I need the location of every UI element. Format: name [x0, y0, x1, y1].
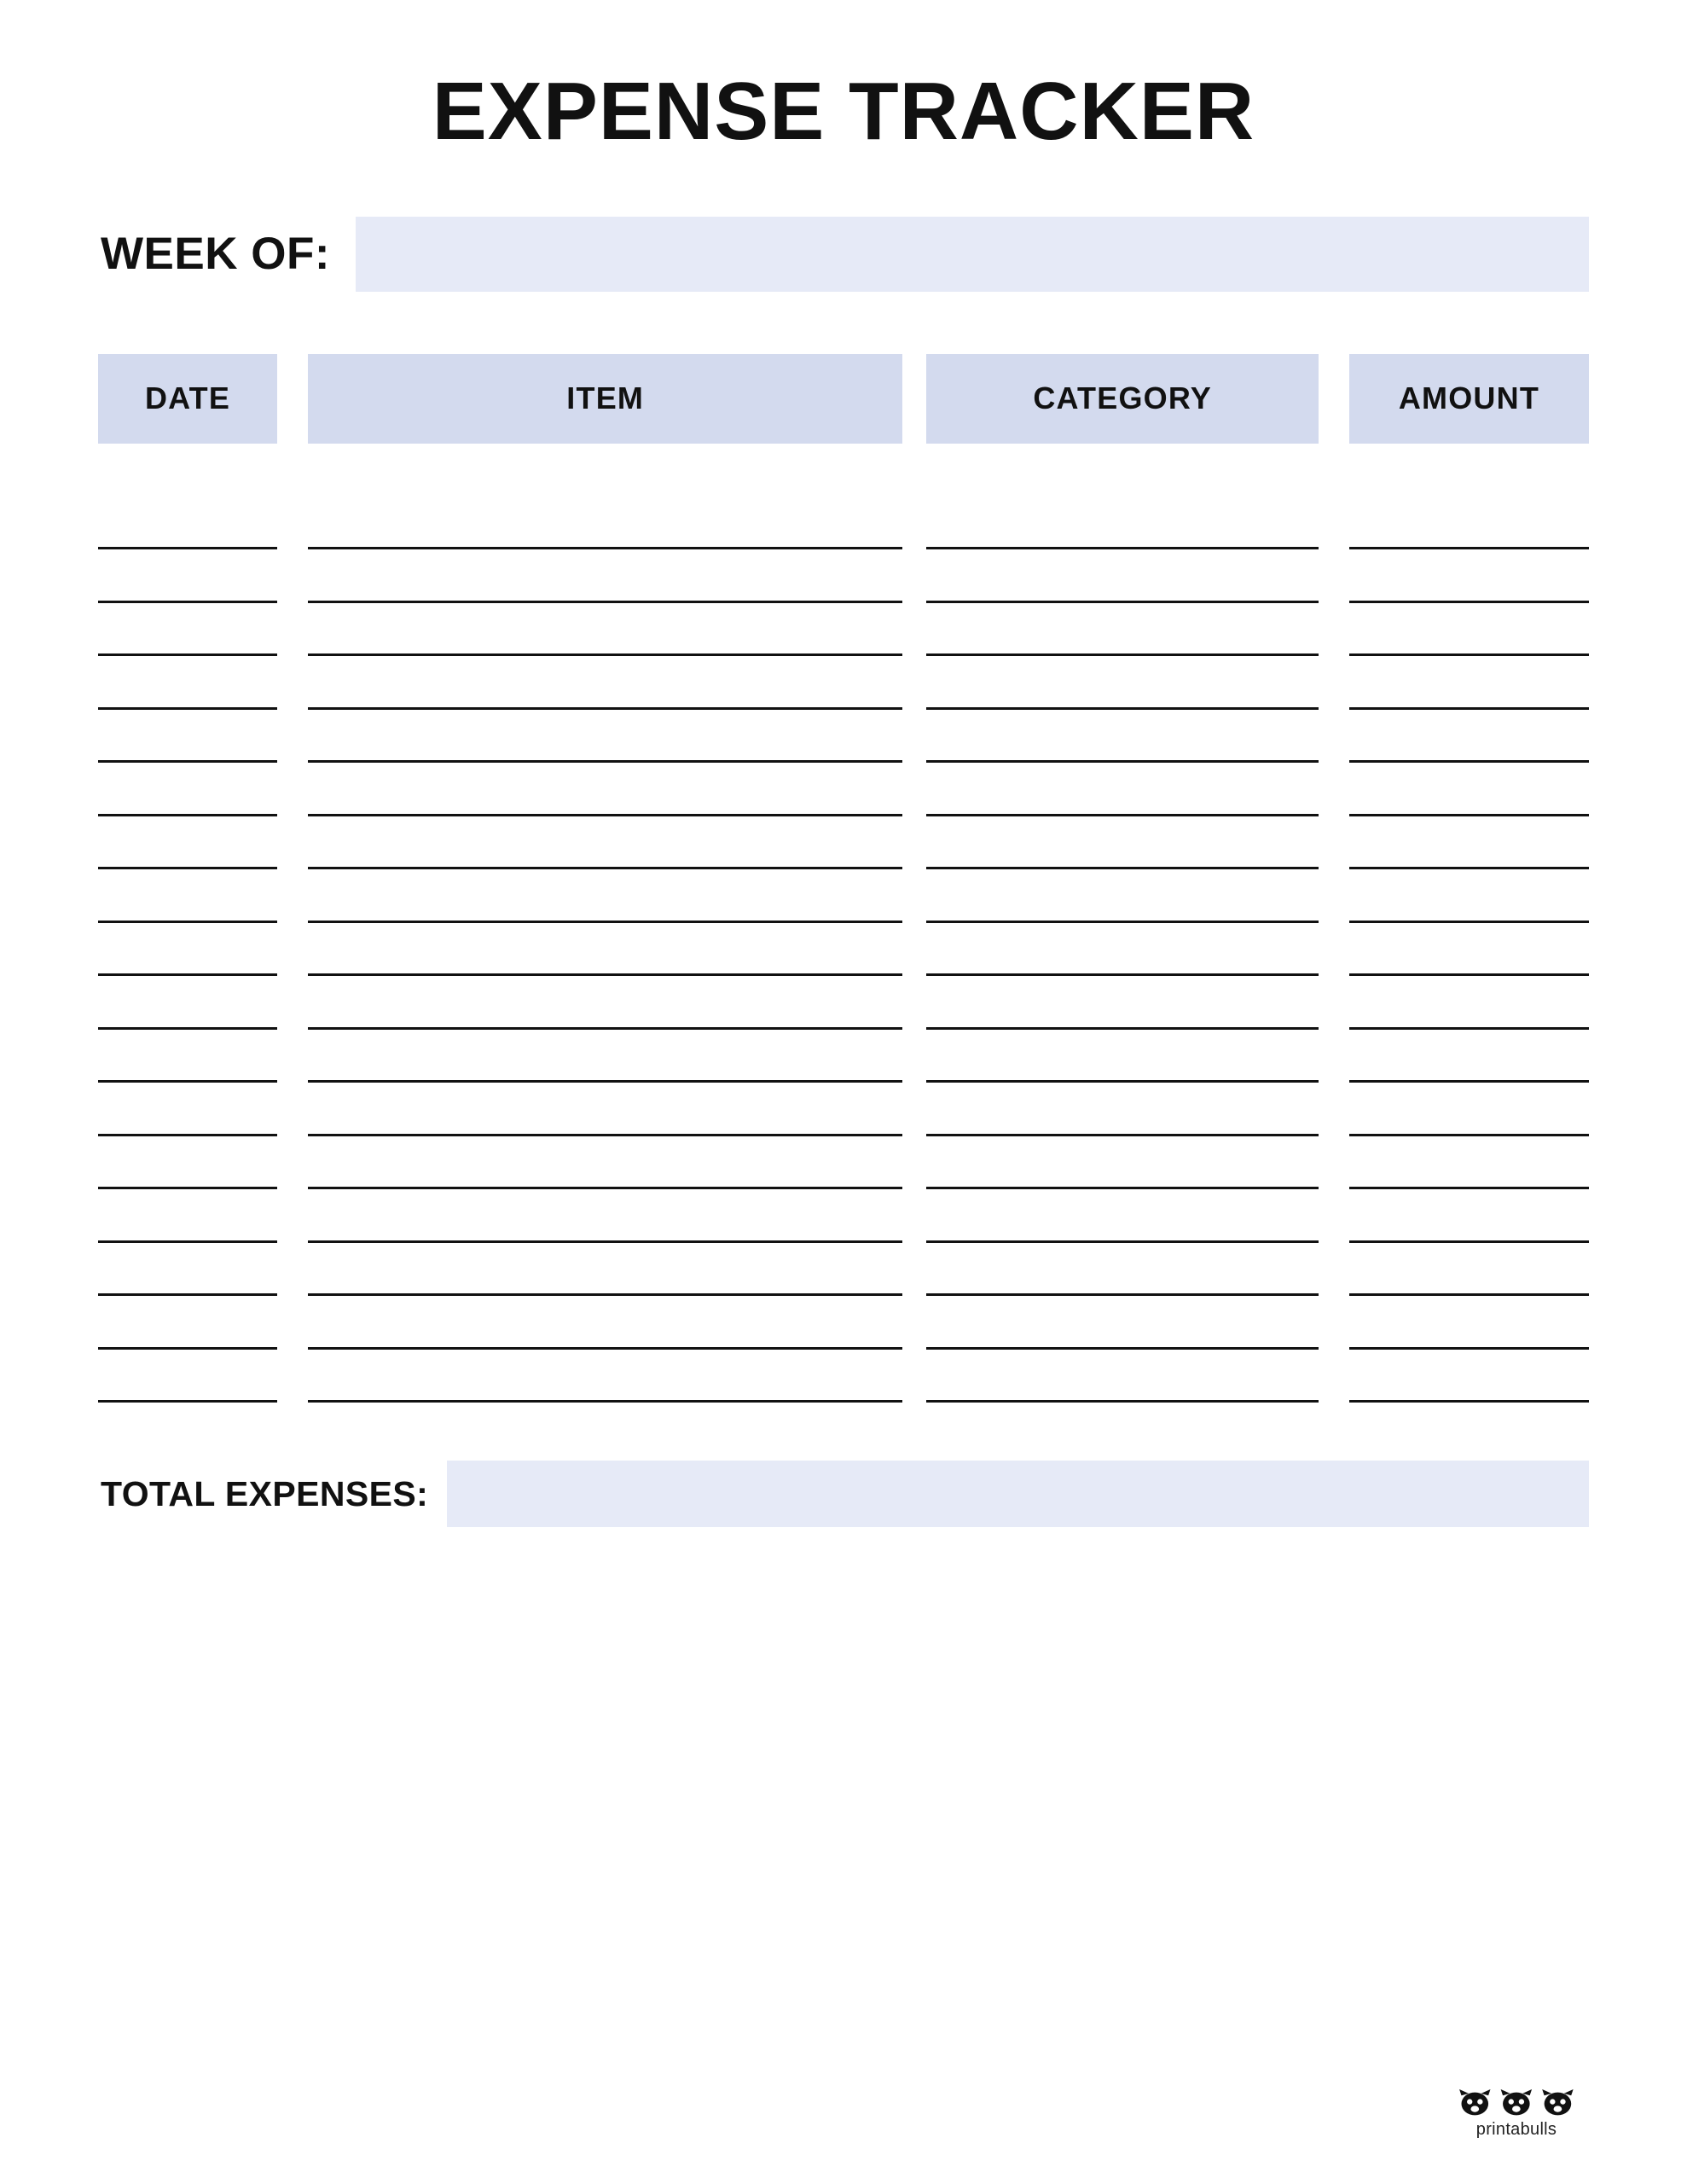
row-field-amount[interactable] — [1349, 763, 1589, 816]
table-rows — [98, 497, 1589, 1403]
table-row — [98, 869, 1589, 923]
row-field-category[interactable] — [926, 763, 1319, 816]
row-field-category[interactable] — [926, 1083, 1319, 1136]
row-field-date[interactable] — [98, 656, 277, 710]
row-field-date[interactable] — [98, 1296, 277, 1350]
week-of-input[interactable] — [356, 217, 1589, 292]
row-field-item[interactable] — [308, 869, 902, 923]
row-field-item[interactable] — [308, 549, 902, 603]
row-field-item[interactable] — [308, 1136, 902, 1190]
week-of-label: WEEK OF: — [101, 229, 330, 280]
row-field-amount[interactable] — [1349, 603, 1589, 657]
row-field-category[interactable] — [926, 710, 1319, 764]
table-row — [98, 923, 1589, 977]
row-field-item[interactable] — [308, 1030, 902, 1083]
row-field-category[interactable] — [926, 1350, 1319, 1403]
table-row — [98, 656, 1589, 710]
column-header-date: DATE — [98, 354, 277, 444]
row-field-category[interactable] — [926, 656, 1319, 710]
table-row — [98, 763, 1589, 816]
row-field-amount[interactable] — [1349, 656, 1589, 710]
row-field-amount[interactable] — [1349, 1243, 1589, 1297]
row-field-item[interactable] — [308, 923, 902, 977]
row-field-date[interactable] — [98, 816, 277, 870]
table-row — [98, 710, 1589, 764]
row-field-amount[interactable] — [1349, 1030, 1589, 1083]
table-row — [98, 1083, 1589, 1136]
brand-name: printabulls — [1475, 2120, 1557, 2139]
row-field-date[interactable] — [98, 976, 277, 1030]
table-row — [98, 549, 1589, 603]
row-field-amount[interactable] — [1349, 1189, 1589, 1243]
row-field-date[interactable] — [98, 1243, 277, 1297]
column-header-category: CATEGORY — [926, 354, 1319, 444]
row-field-item[interactable] — [308, 763, 902, 816]
row-field-item[interactable] — [308, 497, 902, 550]
row-field-category[interactable] — [926, 1136, 1319, 1190]
row-field-item[interactable] — [308, 816, 902, 870]
row-field-date[interactable] — [98, 1189, 277, 1243]
row-field-amount[interactable] — [1349, 1136, 1589, 1190]
table-row — [98, 976, 1589, 1030]
row-field-item[interactable] — [308, 1296, 902, 1350]
row-field-item[interactable] — [308, 1350, 902, 1403]
row-field-amount[interactable] — [1349, 976, 1589, 1030]
row-field-amount[interactable] — [1349, 549, 1589, 603]
table-row — [98, 816, 1589, 870]
table-row — [98, 1136, 1589, 1190]
row-field-date[interactable] — [98, 869, 277, 923]
row-field-category[interactable] — [926, 549, 1319, 603]
row-field-date[interactable] — [98, 603, 277, 657]
table-row — [98, 1189, 1589, 1243]
row-field-category[interactable] — [926, 1243, 1319, 1297]
row-field-amount[interactable] — [1349, 710, 1589, 764]
row-field-date[interactable] — [98, 1350, 277, 1403]
row-field-date[interactable] — [98, 497, 277, 550]
table-row — [98, 603, 1589, 657]
week-of-row — [98, 217, 1589, 292]
total-row — [98, 1461, 1589, 1527]
row-field-item[interactable] — [308, 603, 902, 657]
row-field-category[interactable] — [926, 869, 1319, 923]
row-field-item[interactable] — [308, 656, 902, 710]
row-field-category[interactable] — [926, 603, 1319, 657]
footer-logo — [1444, 2089, 1589, 2140]
row-field-amount[interactable] — [1349, 816, 1589, 870]
row-field-amount[interactable] — [1349, 1083, 1589, 1136]
row-field-date[interactable] — [98, 923, 277, 977]
table-header — [98, 354, 1589, 444]
row-field-item[interactable] — [308, 710, 902, 764]
column-header-item: ITEM — [308, 354, 902, 444]
total-expenses-input[interactable] — [447, 1461, 1589, 1527]
row-field-category[interactable] — [926, 976, 1319, 1030]
row-field-amount[interactable] — [1349, 1296, 1589, 1350]
row-field-date[interactable] — [98, 1030, 277, 1083]
row-field-amount[interactable] — [1349, 869, 1589, 923]
row-field-category[interactable] — [926, 816, 1319, 870]
row-field-category[interactable] — [926, 923, 1319, 977]
page-title: EXPENSE TRACKER — [432, 66, 1255, 157]
row-field-category[interactable] — [926, 1296, 1319, 1350]
bulldog-faces-icon — [1454, 2089, 1579, 2118]
row-field-item[interactable] — [308, 1243, 902, 1297]
table-row — [98, 1030, 1589, 1083]
row-field-date[interactable] — [98, 710, 277, 764]
row-field-date[interactable] — [98, 763, 277, 816]
table-row — [98, 1296, 1589, 1350]
row-field-item[interactable] — [308, 976, 902, 1030]
table-row — [98, 497, 1589, 550]
row-field-date[interactable] — [98, 549, 277, 603]
column-header-amount: AMOUNT — [1349, 354, 1589, 444]
row-field-category[interactable] — [926, 1189, 1319, 1243]
table-row — [98, 1350, 1589, 1403]
row-field-amount[interactable] — [1349, 1350, 1589, 1403]
row-field-date[interactable] — [98, 1083, 277, 1136]
table-row — [98, 1243, 1589, 1297]
total-expenses-label: TOTAL EXPENSES: — [101, 1473, 429, 1513]
row-field-date[interactable] — [98, 1136, 277, 1190]
row-field-category[interactable] — [926, 1030, 1319, 1083]
row-field-item[interactable] — [308, 1083, 902, 1136]
row-field-amount[interactable] — [1349, 497, 1589, 550]
row-field-amount[interactable] — [1349, 923, 1589, 977]
row-field-category[interactable] — [926, 497, 1319, 550]
row-field-item[interactable] — [308, 1189, 902, 1243]
